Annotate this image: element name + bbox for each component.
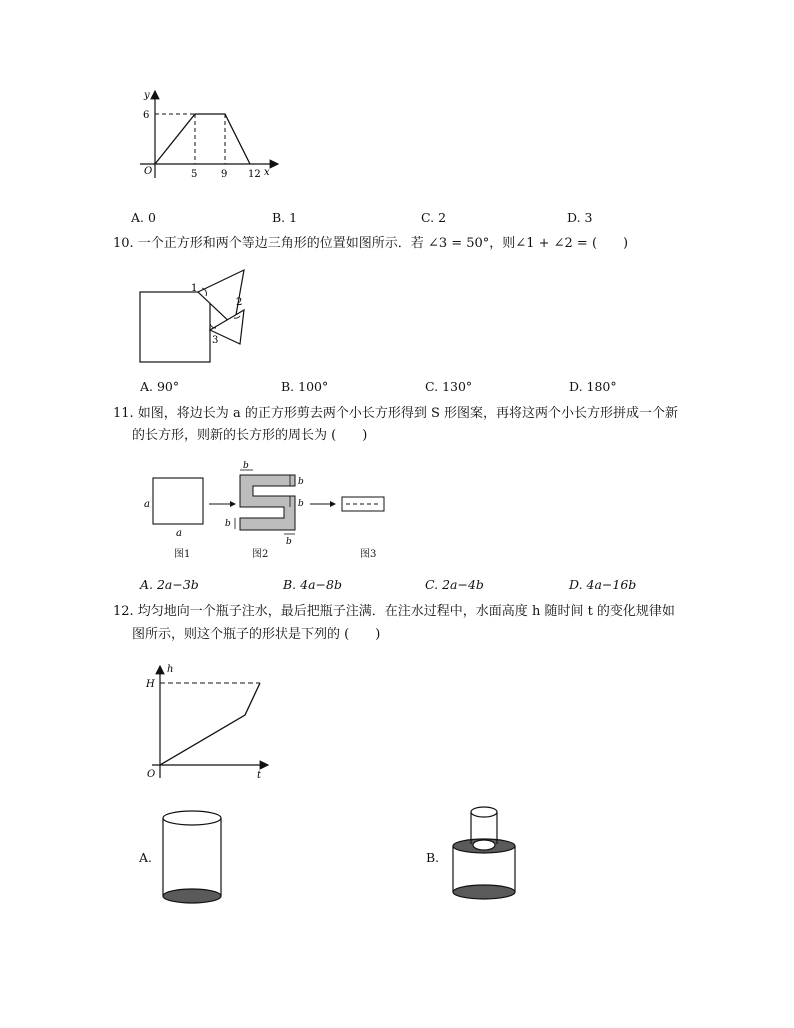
q11-option-b[interactable]: B. 4a−8b xyxy=(283,577,342,592)
q12-graph xyxy=(140,660,280,784)
q11-option-c[interactable]: C. 2a−4b xyxy=(425,577,484,592)
origin-label-q12: O xyxy=(147,769,156,780)
fig1-square xyxy=(153,478,203,524)
fig1-caption: 图1 xyxy=(174,549,191,560)
y-tick-6: 6 xyxy=(143,110,150,121)
q9-option-d[interactable]: D. 3 xyxy=(567,210,593,225)
angle-3-label: 3 xyxy=(212,335,219,346)
H-label: H xyxy=(146,679,155,690)
x-tick-5: 5 xyxy=(191,169,198,180)
q10-figure xyxy=(136,262,256,366)
q9-option-c[interactable]: C. 2 xyxy=(421,210,447,225)
q10-option-d[interactable]: D. 180° xyxy=(569,379,617,394)
q11-stem-line2: 的长方形，则新的长方形的周长为 ( ) xyxy=(132,428,368,443)
q9-option-a[interactable]: A. 0 xyxy=(131,210,156,225)
q9-option-b[interactable]: B. 1 xyxy=(272,210,298,225)
h-axis-label: h xyxy=(167,664,174,675)
angle-2-label: 2 xyxy=(236,297,243,308)
q11-option-d[interactable]: D. 4a−16b xyxy=(569,577,637,592)
fig2-b-right2: b xyxy=(298,499,304,509)
fig2-b-bottom: b xyxy=(286,537,292,547)
q12-stem-line2: 图所示，则这个瓶子的形状是下列的 ( ) xyxy=(132,627,381,642)
fig2-b-left: b xyxy=(225,519,231,529)
q9-curve xyxy=(155,114,250,164)
square xyxy=(140,292,210,362)
x-tick-12: 12 xyxy=(248,169,261,180)
q12-curve xyxy=(160,683,260,765)
q10-stem: 10. 一个正方形和两个等边三角形的位置如图所示．若 ∠3 = 50°，则∠1 + ∠2 = ( ) xyxy=(113,236,629,251)
fig2-b-top: b xyxy=(243,461,249,471)
q12-option-a-label[interactable]: A. xyxy=(139,850,153,865)
q9-graph xyxy=(130,86,290,186)
y-axis-label: y xyxy=(144,90,150,101)
q12-option-b-bottle[interactable] xyxy=(448,800,520,906)
x-tick-9: 9 xyxy=(221,169,228,180)
origin-label: O xyxy=(144,166,153,177)
fig3-caption: 图3 xyxy=(360,549,377,560)
q10-option-c[interactable]: C. 130° xyxy=(425,379,473,394)
q12-option-b-label[interactable]: B. xyxy=(426,850,440,865)
fig2-b-right: b xyxy=(298,477,304,487)
fig1-bottom-a: a xyxy=(176,528,182,539)
t-axis-label: t xyxy=(257,770,262,781)
q11-figures xyxy=(140,460,390,547)
q10-option-b[interactable]: B. 100° xyxy=(281,379,329,394)
fig2-s-shape xyxy=(240,475,295,530)
angle-1-label: 1 xyxy=(191,283,198,294)
q12-stem-line1: 12. 均匀地向一个瓶子注水，最后把瓶子注满．在注水过程中，水面高度 h 随时间 t 的变化规律如 xyxy=(113,604,675,619)
fig1-side-a: a xyxy=(144,499,150,510)
q11-stem-line1: 11. 如图，将边长为 a 的正方形剪去两个小长方形得到 S 形图案，再将这两个小长方形拼成一个新 xyxy=(113,406,678,421)
x-axis-label: x xyxy=(264,167,270,178)
fig2-caption: 图2 xyxy=(252,549,269,560)
q10-option-a[interactable]: A. 90° xyxy=(140,379,180,394)
q11-option-a[interactable]: A. 2a−3b xyxy=(140,577,199,592)
q12-option-a-bottle[interactable] xyxy=(158,808,228,908)
